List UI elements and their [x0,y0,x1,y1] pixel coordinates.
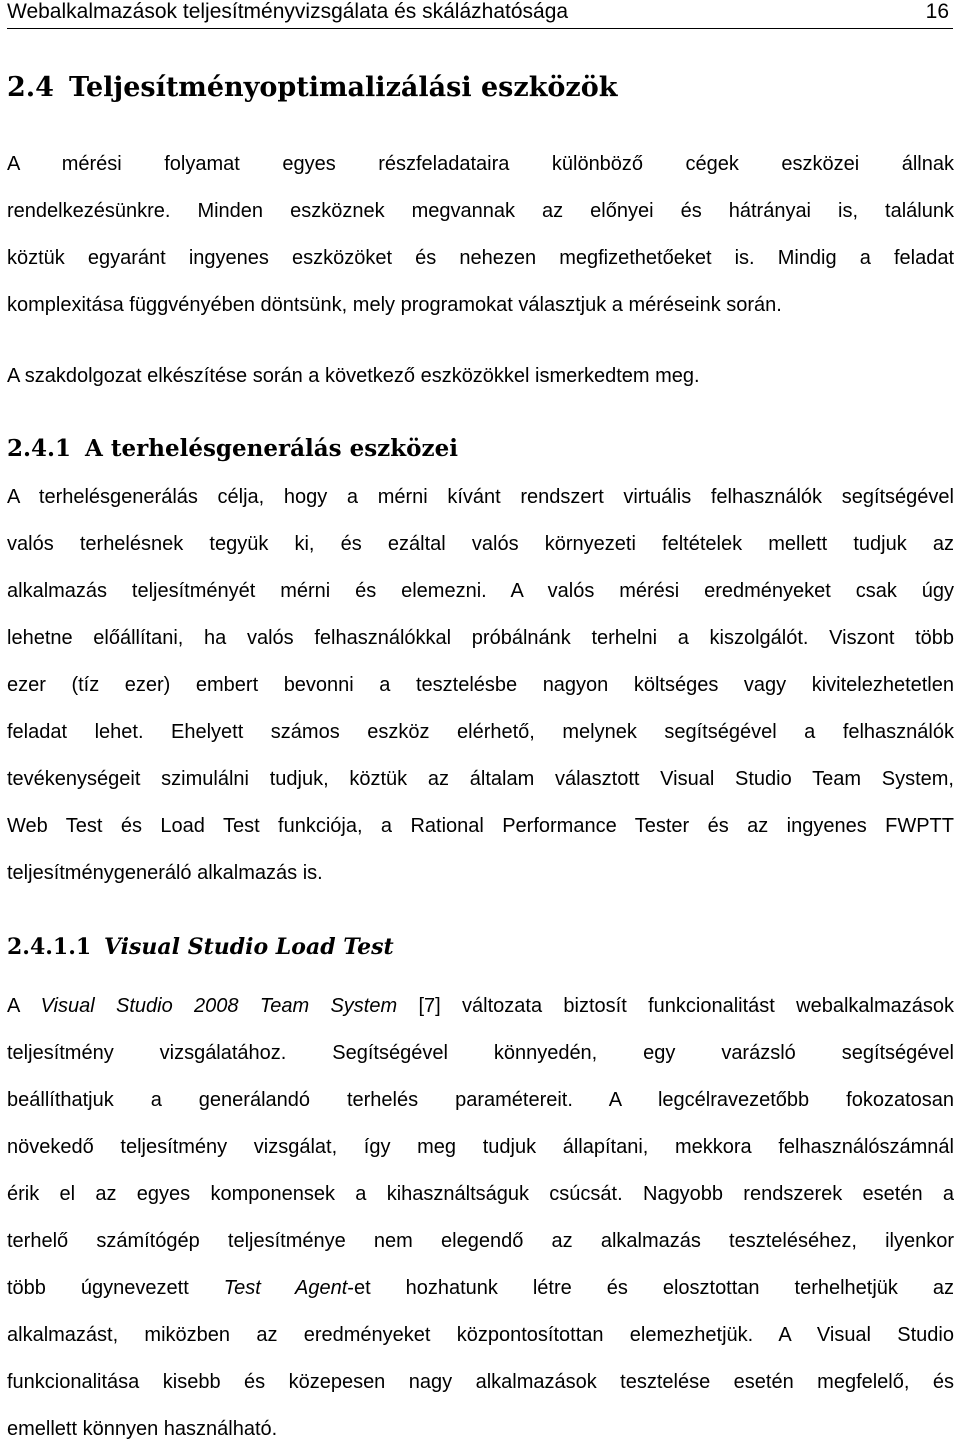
text-line: A mérési folyamat egyes részfeladataira különböző cégek eszközei állnak [7,153,954,175]
text-line: emellett könnyen használható. [7,1418,278,1440]
section-number: 2.4 [7,72,54,103]
product-name: Visual Studio 2008 Team System [40,995,398,1017]
text-run: -et hozhatunk létre és elosztottan terhelhetjük az [347,1277,954,1299]
visual-studio-paragraph [7,983,954,1453]
header-title: Webalkalmazások teljesítményvizsgálata és skálázhatósága [7,0,569,23]
text-line: komplexitása függvényében döntsünk, mely programokat választjuk a méréseink során. [7,294,782,316]
subsection-number: 2.4.1 [7,435,72,462]
text-line: A terhelésgenerálás célja, hogy a mérni kívánt rendszert virtuális felhasználók segítségével [7,486,954,508]
text-line: alkalmazást, miközben az eredményeket központosítottan elemezhetjük. A Visual Studio [7,1324,954,1346]
text-run: több úgynevezett [7,1277,224,1299]
text-line: beállíthatjuk a generálandó terhelés paramétereit. A legcélravezetőbb fokozatosan [7,1089,954,1111]
text-line: alkalmazás teljesítményét mérni és elemezni. A valós mérési eredményeket csak úgy [7,580,954,602]
section-heading [7,70,617,106]
text-line: lehetne előállítani, ha valós felhasználókkal próbálnánk terhelni a kiszolgálót. Viszont több [7,627,954,649]
load-generation-paragraph [7,474,954,897]
section-title: Teljesítményoptimalizálási eszközök [69,72,618,103]
text-line [7,1265,954,1312]
text-line: teljesítmény vizsgálatához. Segítségével könnyedén, egy varázsló segítségével [7,1042,954,1064]
subsubsection-heading [7,930,394,964]
text-line: tevékenységeit szimulálni tudjuk, köztük az általam választott Visual Studio Team System, [7,768,954,790]
text-line: ezer (tíz ezer) embert bevonni a tesztelésbe nagyon költséges vagy kivitelezhetetlen [7,674,954,696]
text-line: feladat lehet. Ehelyett számos eszköz elérhető, melynek segítségével a felhasználók [7,721,954,743]
term-test-agent: Test Agent [223,1277,348,1299]
text-line: A szakdolgozat elkészítése során a következő eszközökkel ismerkedtem meg. [7,365,700,387]
text-line: valós terhelésnek tegyük ki, és ezáltal valós környezeti feltételek mellett tudjuk az [7,533,954,555]
subsubsection-title: Visual Studio Load Test [104,934,394,960]
text-run: [7] változata biztosít funkcionalitást webalkalmazások [397,995,954,1017]
text-line [7,983,954,1030]
intro-paragraph [7,141,954,329]
intro-paragraph-2 [7,353,954,400]
text-run: A [7,995,41,1017]
subsubsection-number: 2.4.1.1 [7,934,92,960]
subsection-heading [7,432,458,466]
text-line: teljesítménygeneráló alkalmazás is. [7,862,323,884]
page-number: 16 [925,0,949,23]
running-header [7,0,953,29]
text-line: terhelő számítógép teljesítménye nem elegendő az alkalmazás teszteléséhez, ilyenkor [7,1230,954,1252]
text-line: Web Test és Load Test funkciója, a Rational Performance Tester és az ingyenes FWPTT [7,815,954,837]
text-line: köztük egyaránt ingyenes eszközöket és nehezen megfizethetőeket is. Mindig a feladat [7,247,954,269]
subsection-title: A terhelésgenerálás eszközei [85,435,458,462]
text-line: funkcionalitása kisebb és közepesen nagy alkalmazások tesztelése esetén megfelelő, és [7,1371,954,1393]
text-line: rendelkezésünkre. Minden eszköznek megvannak az előnyei és hátrányai is, találunk [7,200,954,222]
text-line: növekedő teljesítmény vizsgálat, így meg tudjuk állapítani, mekkora felhasználószámnál [7,1136,954,1158]
text-line: érik el az egyes komponensek a kihasználtságuk csúcsát. Nagyobb rendszerek esetén a [7,1183,954,1205]
